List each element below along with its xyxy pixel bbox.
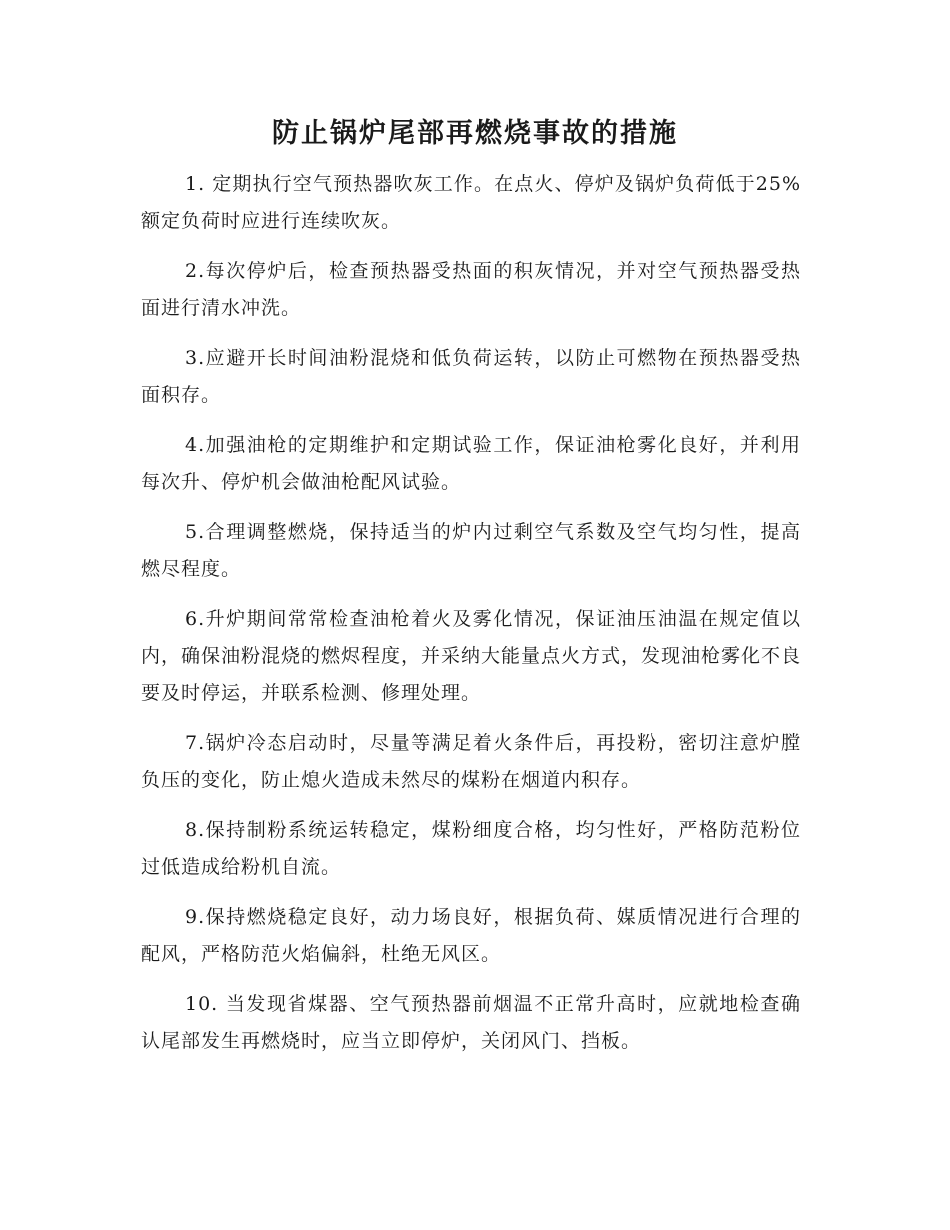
measures-list: [141, 166, 801, 1073]
measure-item-8: 8.保持制粉系统运转稳定，煤粉细度合格，均匀性好，严格防范粉位过低造成给粉机自流。: [141, 819, 801, 878]
measure-item-10: 10. 当发现省煤器、空气预热器前烟温不正常升高时，应就地检查确认尾部发生再燃烧时，应当立即停炉，关闭风门、挡板。: [141, 993, 801, 1052]
measure-item-5: 5.合理调整燃烧，保持适当的炉内过剩空气系数及空气均匀性，提高燃尽程度。: [141, 521, 801, 580]
measure-item-6: 6.升炉期间常常检查油枪着火及雾化情况，保证油压油温在规定值以内，确保油粉混烧的燃烬程度，并采纳大能量点火方式，发现油枪雾化不良要及时停运，并联系检测、修理处理。: [141, 608, 802, 704]
measure-item-9: 9.保持燃烧稳定良好，动力场良好，根据负荷、媒质情况进行合理的配风，严格防范火焰偏斜，杜绝无风区。: [141, 906, 801, 965]
measure-item-1: 1. 定期执行空气预热器吹灰工作。在点火、停炉及锅炉负荷低于25%额定负荷时应进行连续吹灰。: [141, 173, 801, 232]
measure-item-7: 7.锅炉冷态启动时，尽量等满足着火条件后，再投粉，密切注意炉膛负压的变化，防止熄火造成未然尽的煤粉在烟道内积存。: [141, 732, 801, 791]
document-title: 防止锅炉尾部再燃烧事故的措施: [272, 118, 678, 149]
measure-item-4: 4.加强油枪的定期维护和定期试验工作，保证油枪雾化良好，并利用每次升、停炉机会做油枪配风试验。: [141, 434, 801, 493]
measure-item-3: 3.应避开长时间油粉混烧和低负荷运转，以防止可燃物在预热器受热面积存。: [141, 347, 801, 406]
measure-item-2: 2.每次停炉后，检查预热器受热面的积灰情况，并对空气预热器受热面进行清水冲洗。: [141, 260, 801, 319]
